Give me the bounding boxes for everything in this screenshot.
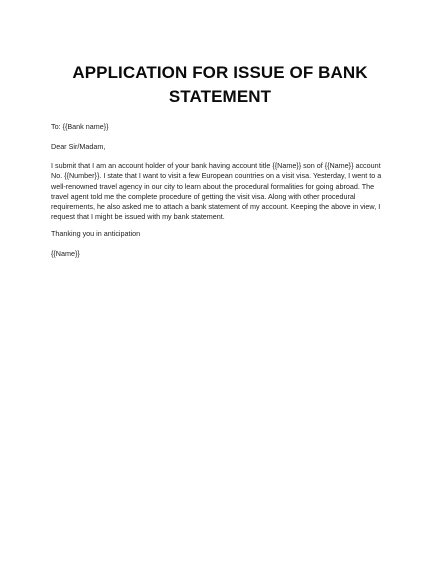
body-line-2: No. {{Number}}. I state that I want to visit a few European countries on a visit visa. Yesterday, I went to a [51,171,382,181]
body-line-6: request that I might be issued with my bank statement. [51,212,225,222]
body-line-5: requirements, he also asked me to attach a bank statement of my account. Keeping the above in view, I [51,202,381,212]
body-line-3: well-renowned travel agency in our city to learn about the procedural formalities for going abroad. The [51,181,375,191]
body-paragraph [51,161,396,223]
salutation: Dear Sir/Madam, [51,142,106,151]
recipient-line: To: {{Bank name}} [51,122,109,131]
title-line-1: APPLICATION FOR ISSUE OF BANK [72,63,368,82]
title-line-2: STATEMENT [168,87,272,106]
body-line-1: I submit that I am an account holder of your bank having account title {{Name}} son of {{Name}} account [51,161,381,170]
signature-placeholder: {{Name}} [51,249,80,258]
closing-line: Thanking you in anticipation [51,229,141,238]
document-title [30,61,410,109]
body-line-4: travel agent told me the complete procedure of getting the visit visa. Along with other procedural [51,191,356,201]
